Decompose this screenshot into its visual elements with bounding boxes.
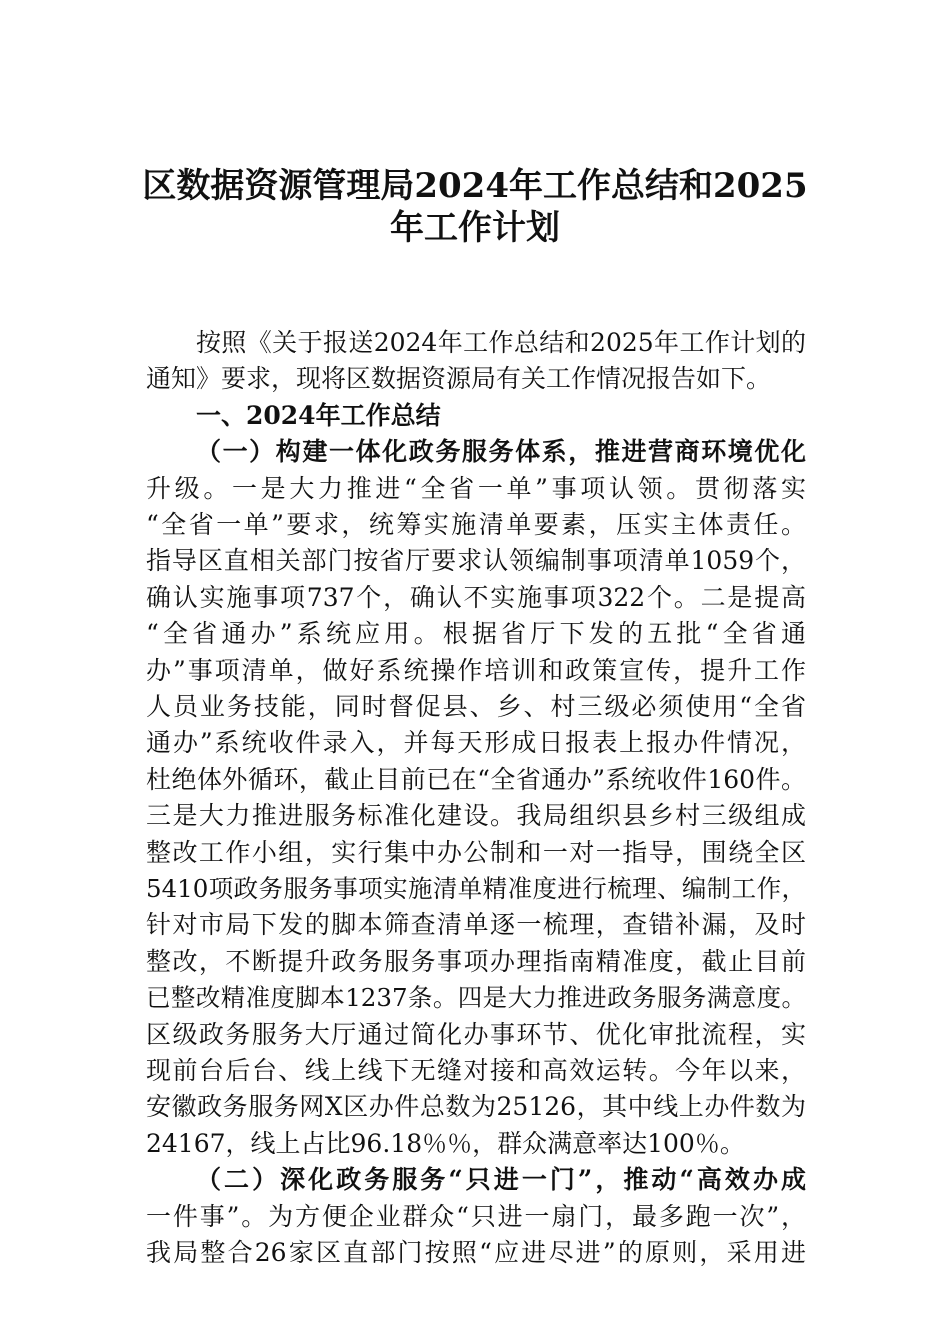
paragraph-line: 指导区直相关部门按省厅要求认领编制事项清单1059个， — [146, 546, 806, 575]
paragraph-line: 三是大力推进服务标准化建设。我局组织县乡村三级组成 — [146, 801, 806, 830]
paragraph-line: “全省一单”要求，统筹实施清单要素，压实主体责任。 — [146, 510, 806, 539]
section-heading-line: （一）构建一体化政务服务体系，推进营商环境优化 — [196, 437, 806, 466]
paragraph-line: 办”事项清单，做好系统操作培训和政策宣传，提升工作 — [146, 656, 806, 685]
paragraph-line: 确认实施事项737个，确认不实施事项322个。二是提高 — [146, 583, 806, 612]
document-title-line-2: 年工作计划 — [390, 208, 560, 248]
paragraph-line: 升级。一是大力推进“全省一单”事项认领。贯彻落实 — [146, 474, 806, 503]
paragraph-line: 整改工作小组，实行集中办公制和一对一指导，围绕全区 — [146, 838, 806, 867]
paragraph-line: 整改，不断提升政务服务事项办理指南精准度，截止目前 — [146, 947, 806, 976]
paragraph-line: 我局整合26家区直部门按照“应进尽进”的原则，采用进 — [146, 1238, 806, 1267]
paragraph-line: 已整改精准度脚本1237条。四是大力推进政务服务满意度。 — [146, 983, 806, 1012]
paragraph-line: 针对市局下发的脚本筛查清单逐一梳理，查错补漏，及时 — [146, 910, 806, 939]
paragraph-line: 人员业务技能，同时督促县、乡、村三级必须使用“全省 — [146, 692, 806, 721]
paragraph-line: 一件事”。为方便企业群众“只进一扇门，最多跑一次”， — [146, 1202, 806, 1231]
paragraph-line: 按照《关于报送2024年工作总结和2025年工作计划的 — [196, 328, 806, 357]
paragraph-line: 区级政务服务大厅通过简化办事环节、优化审批流程，实 — [146, 1020, 806, 1049]
paragraph-line: 24167，线上占比96.18％％，群众满意率达100％。 — [146, 1129, 745, 1158]
document-title-line-1: 区数据资源管理局2024年工作总结和2025 — [142, 166, 808, 206]
paragraph-line: 通办”系统收件录入，并每天形成日报表上报办件情况， — [146, 728, 806, 757]
paragraph-line: 通知》要求，现将区数据资源局有关工作情况报告如下。 — [146, 364, 772, 393]
section-heading-line: 一、2024年工作总结 — [196, 401, 441, 430]
paragraph-line: 现前台后台、线上线下无缝对接和高效运转。今年以来， — [146, 1056, 806, 1085]
paragraph-line: 5410项政务服务事项实施清单精准度进行梳理、编制工作， — [146, 874, 806, 903]
paragraph-line: 杜绝体外循环，截止目前已在“全省通办”系统收件160件。 — [146, 765, 806, 794]
paragraph-line: “全省通办”系统应用。根据省厅下发的五批“全省通 — [146, 619, 806, 648]
section-heading-line: （二）深化政务服务“只进一门”，推动“高效办成 — [196, 1165, 806, 1194]
paragraph-line: 安徽政务服务网X区办件总数为25126，其中线上办件数为 — [146, 1092, 806, 1121]
